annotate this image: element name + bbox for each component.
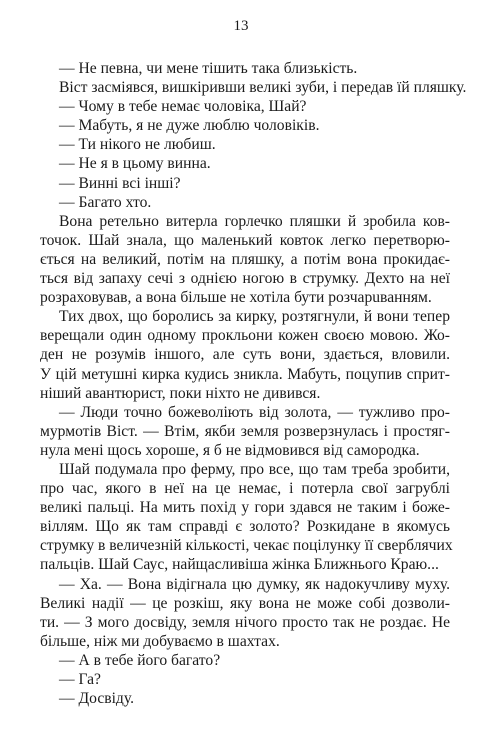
text-line: більше, ніж ми добуваємо в шахтах. (40, 632, 280, 650)
text-line: розраховував, а вона більше не хотіла бути розчарuванням. (40, 289, 432, 307)
text-line: Тих двох, що боролись за кирку, розтягнули, й вони тепер (59, 308, 450, 326)
text-line: струмку в величезній кількості, чекає поцілунку її сверблячих (40, 537, 453, 555)
text-line: Вона ретельно витерла горлечко пляшки й зробила ков- (59, 212, 450, 230)
text-line: — А в тебе його багато? (59, 651, 221, 669)
text-line: Шай подумала про ферму, про все, що там треба зробити, (59, 460, 450, 478)
text-line: про час, якого в неї на це немає, і потерла свої загрублі (40, 480, 450, 498)
text-line: мурмотів Віст. — Втім, якби земля розверзнулась і простяг- (40, 422, 450, 440)
text-line: Великі надії — це розкіш, яку вона не може собі дозволи- (40, 594, 450, 612)
text-line: — Мабуть, я не дуже люблю чоловіків. (59, 117, 320, 135)
text-line: віллям. Що як там справді є золото? Розкидане в якомусь (40, 518, 450, 536)
text-line: ться від запаху сечі з однією ногою в струмку. Дехто на неї (40, 270, 450, 288)
text-line: — Га? (59, 671, 101, 688)
text-line: — Багато хто. (59, 193, 152, 211)
text-line: — Не я в цьому винна. (59, 155, 211, 173)
text-line: — Люди точно божеволіють від золота, — тужливо про- (59, 403, 450, 421)
text-line: нула мені щось хороше, я б не відмовився від самородка. (40, 441, 420, 459)
text-line: — Не певна, чи мене тішить така близькість. (59, 60, 358, 77)
page-number: 13 (233, 18, 249, 34)
text-line: пальців. Шай Саус, найщасливіша жінка Ближнього Краю... (40, 556, 439, 574)
text-line: — Чому в тебе немає чоловіка, Шай? (59, 98, 307, 116)
text-line: ніший авантюрист, поки ніхто не дивився. (40, 384, 321, 402)
body-text (40, 59, 467, 708)
text-line: ти. — З мого досвіду, земля нічого просто так не роздає. Не (40, 613, 450, 631)
text-line: — Ха. — Вона відігнала цю думку, як надокучливу муху. (59, 575, 450, 593)
text-line: верещали один одному прокльони кожен своєю мовою. Жо- (40, 327, 450, 345)
text-line: Віст засміявся, вишкіривши великі зуби, і передав їй пляшку. (59, 79, 467, 97)
text-line: — Досвіду. (59, 690, 134, 708)
text-line: — Винні всі інші? (59, 174, 181, 192)
text-line: ється на великий, потім на пляшку, а потім вона прокидає- (40, 250, 450, 268)
text-line: ден не розумів іншого, але суть вони, здається, вловили. (40, 346, 450, 364)
text-line: точок. Шай знала, що маленький ковток легко перетворю- (40, 231, 450, 249)
text-line: великі пальці. На мить похід у гори здався не таким і боже- (40, 499, 450, 517)
text-line: — Ти нікого не любиш. (59, 136, 216, 154)
text-line: У цій метушні кирка кудись зникла. Мабуть, поцупив сприт- (40, 365, 450, 383)
